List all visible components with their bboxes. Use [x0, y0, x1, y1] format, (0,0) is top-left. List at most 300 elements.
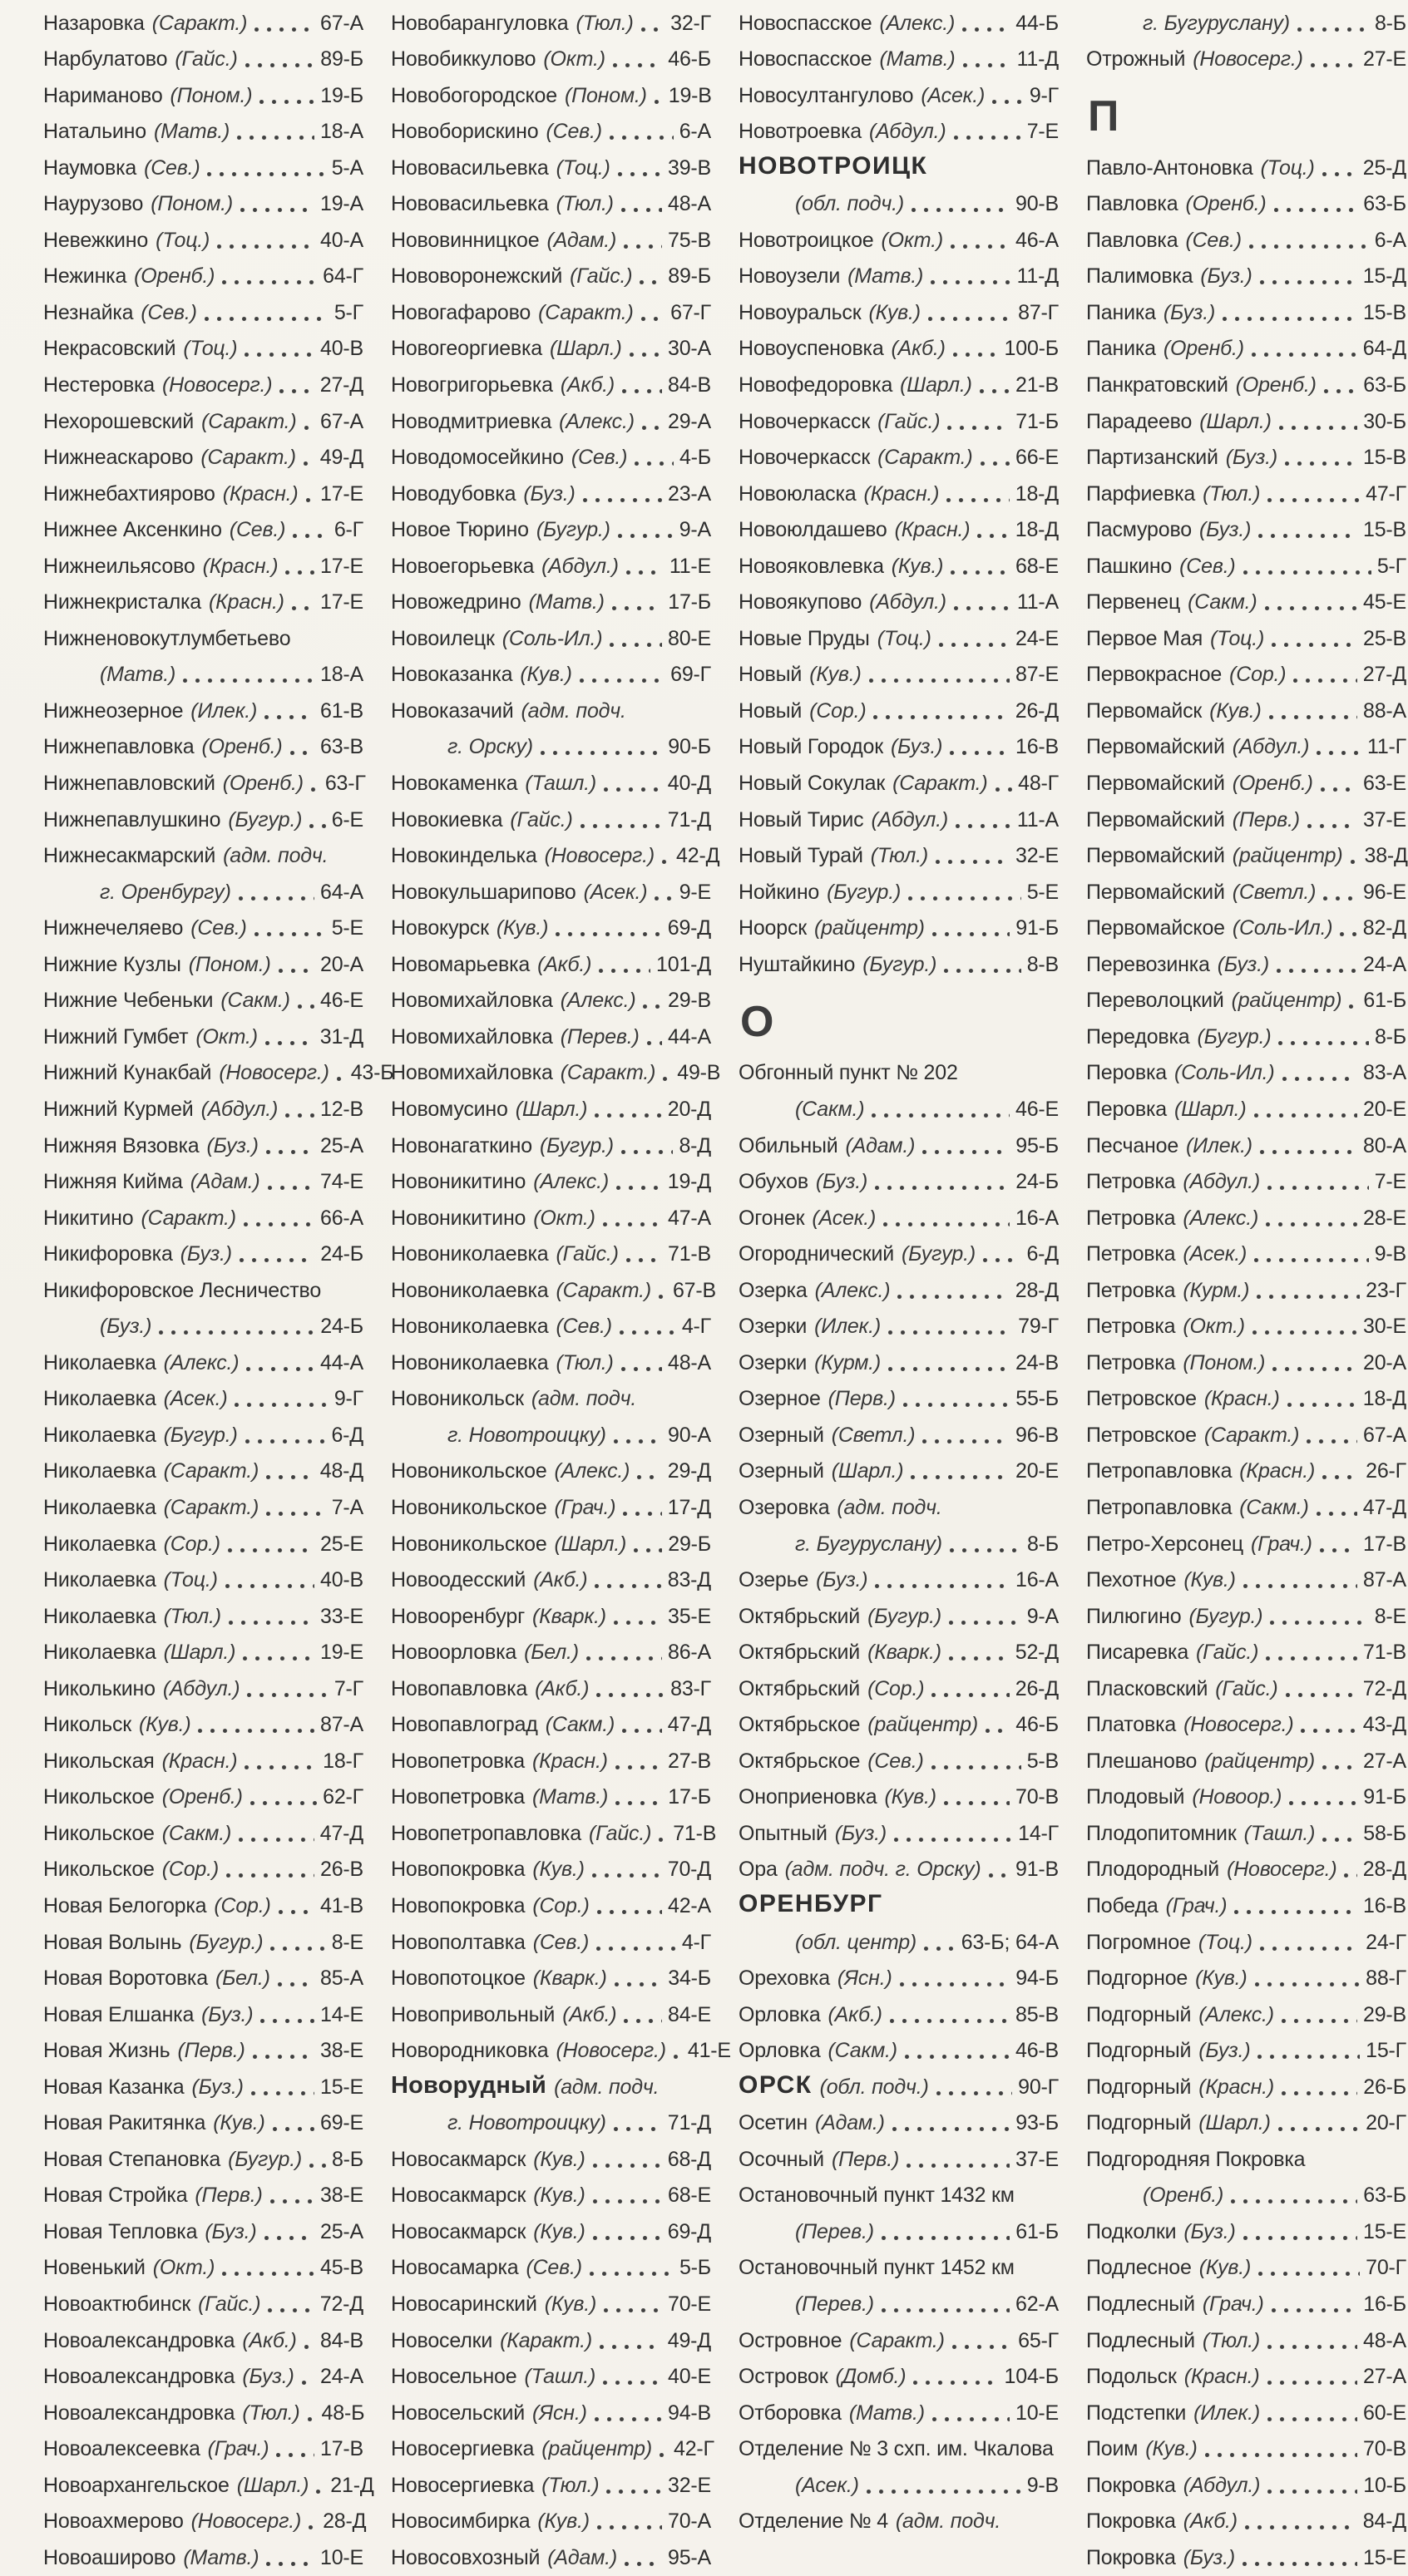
dot-leader: [1274, 208, 1358, 212]
index-entry: [391, 1019, 711, 1055]
district-abbrev: (Шарл.): [163, 1641, 236, 1665]
place-name: Нижний Кунакбай: [43, 1061, 212, 1085]
dot-leader: [1249, 244, 1369, 249]
grid-ref: 70-Г: [1366, 2256, 1406, 2280]
district-abbrev: (Илек.): [1186, 1133, 1252, 1157]
dot-leader: [944, 1801, 1010, 1805]
index-entry: [391, 42, 711, 78]
grid-ref: 101-Д: [656, 952, 711, 976]
district-abbrev: (Сев.): [571, 446, 628, 470]
district-abbrev: (Перв.): [195, 2184, 263, 2208]
district-abbrev: (Кварк.): [532, 1967, 607, 1991]
index-entry: [391, 2395, 711, 2431]
dot-leader: [634, 1548, 662, 1552]
grid-ref: 93-Б: [1015, 2111, 1059, 2135]
grid-ref: 62-Г: [323, 1785, 363, 1809]
district-abbrev: (адм. подч.: [531, 1387, 637, 1411]
grid-ref: 49-Д: [319, 446, 363, 470]
index-entry: [1086, 512, 1406, 549]
place-name: Новопокровка: [391, 1858, 526, 1882]
index-entry: [1086, 1309, 1406, 1345]
index-entry: [391, 2141, 711, 2178]
district-abbrev: (Окт.): [1183, 1315, 1245, 1339]
grid-ref: 16-В: [1015, 735, 1059, 759]
grid-ref: 26-В: [319, 1858, 363, 1882]
grid-ref: 5-Г: [1376, 554, 1406, 578]
place-name: Новоникольское: [391, 1495, 547, 1519]
dot-leader: [618, 172, 662, 176]
index-entry: [391, 2250, 711, 2287]
grid-ref: 6-Д: [1026, 1242, 1059, 1266]
dot-leader: [1282, 2019, 1357, 2023]
district-abbrev: (Тюл.): [556, 192, 614, 216]
dot-leader: [259, 100, 314, 104]
dot-leader: [867, 2490, 1021, 2494]
grid-ref: 17-Б: [668, 1785, 711, 1809]
index-entry: [739, 693, 1059, 729]
district-abbrev: (Алекс.): [559, 409, 635, 433]
district-abbrev: (Кув.): [533, 2219, 585, 2243]
district-abbrev: (Адам.): [547, 2545, 618, 2569]
place-name: Новокинделька: [391, 844, 537, 868]
index-entry: [391, 2431, 714, 2468]
dot-leader: [595, 1113, 661, 1118]
grid-ref: 94-Б: [1015, 1967, 1059, 1991]
index-entry: [391, 259, 711, 295]
place-name: Нижняя Кийма: [43, 1170, 183, 1194]
district-abbrev: (Оренб.): [134, 264, 215, 289]
dot-leader: [1269, 715, 1357, 719]
index-entry: [739, 2395, 1059, 2431]
index-entry: [739, 2322, 1059, 2359]
place-name: Озерное: [739, 1387, 821, 1411]
district-abbrev: (Буз.): [1198, 518, 1252, 542]
district-abbrev: (Акб.): [242, 2328, 297, 2352]
index-entry: [739, 838, 1059, 875]
index-entry: [43, 403, 363, 440]
grid-ref: 9-А: [679, 518, 711, 542]
place-name: Обухов: [739, 1170, 808, 1194]
dot-leader: [1322, 1765, 1357, 1769]
district-abbrev: (Кув.): [496, 916, 549, 940]
grid-ref: 30-А: [667, 337, 711, 361]
index-entry: [43, 548, 363, 585]
dot-leader: [205, 317, 329, 321]
place-name: Новоспасское: [739, 47, 872, 72]
district-abbrev: (Домб.): [835, 2365, 907, 2389]
grid-ref: 24-Б: [320, 1242, 363, 1266]
place-name: Островок: [739, 2365, 828, 2389]
dot-leader: [662, 860, 670, 864]
place-name: Новогригорьевка: [391, 373, 553, 397]
grid-ref: 5-А: [331, 155, 363, 180]
place-name: Новояковлевка: [739, 554, 884, 578]
district-abbrev: (Светл.): [831, 1423, 916, 1447]
district-abbrev: (Буз.): [834, 1821, 887, 1845]
place-name: Покровка: [1086, 2473, 1176, 2497]
index-entry: [43, 186, 363, 223]
dot-leader: [1317, 751, 1361, 755]
index-entry: [43, 1128, 363, 1164]
grid-ref: 11-Г: [1366, 735, 1406, 759]
dot-leader: [924, 1947, 956, 1951]
district-abbrev: (Сев.): [546, 120, 602, 144]
dot-leader: [1301, 1729, 1356, 1733]
index-entry: [1086, 2141, 1406, 2178]
district-abbrev: (Грач.): [207, 2437, 269, 2461]
grid-ref: 27-Д: [319, 373, 363, 397]
index-entry: [391, 476, 711, 512]
grid-ref: 17-Е: [319, 481, 363, 506]
dot-leader: [266, 1150, 314, 1154]
place-name: Новая Елшанка: [43, 2002, 195, 2026]
index-entry: [1086, 1381, 1406, 1418]
district-abbrev: (Тюл.): [242, 2401, 300, 2425]
district-abbrev: (Красн.): [202, 554, 279, 578]
index-entry: [391, 1417, 711, 1453]
grid-ref: 15-В: [1362, 446, 1406, 470]
place-name: Нижнесакмарский: [43, 844, 216, 868]
place-name: Новый Сокулак: [739, 772, 886, 796]
place-name: ОРЕНБУРГ: [739, 1889, 883, 1917]
dot-leader: [278, 1982, 314, 1986]
district-abbrev: (Матв.): [848, 2401, 925, 2425]
place-name: Петровское: [1086, 1387, 1197, 1411]
index-entry: [391, 1924, 711, 1961]
place-name: Новосакмарск: [391, 2184, 526, 2208]
place-name: Первокрасное: [1086, 663, 1223, 687]
index-entry: [1086, 2213, 1406, 2250]
place-name: Петро-Херсонец: [1086, 1532, 1244, 1556]
index-columns: [43, 5, 1408, 2576]
dot-leader: [606, 2490, 662, 2494]
district-abbrev: (Сакм.): [1239, 1495, 1309, 1519]
index-entry: [43, 1417, 363, 1453]
grid-ref: 5-Е: [1026, 880, 1059, 904]
grid-ref: 95-А: [667, 2545, 711, 2569]
grid-ref: 70-В: [1015, 1785, 1059, 1809]
index-entry: [1086, 367, 1406, 403]
grid-ref: 15-Г: [1366, 2039, 1406, 2063]
index-entry: [43, 2504, 367, 2540]
dot-leader: [922, 1439, 1010, 1443]
grid-ref: 28-Д: [1362, 1858, 1406, 1882]
place-name: Перовка: [1086, 1097, 1167, 1121]
index-entry: [1086, 1924, 1406, 1961]
district-abbrev: (Окт.): [533, 1206, 595, 1230]
district-abbrev: (Перев.): [795, 2219, 874, 2243]
district-abbrev: (Саракт.): [892, 772, 988, 796]
place-name: Нижнепавловский: [43, 772, 215, 796]
dot-leader: [903, 1403, 1010, 1407]
grid-ref: 30-Б: [1363, 409, 1406, 433]
district-abbrev: (Кув.): [809, 663, 862, 687]
dot-leader: [237, 136, 314, 140]
place-name: Новый Турай: [739, 844, 863, 868]
place-name: Нижненовокутлумбетьево: [43, 626, 291, 650]
dot-leader: [583, 498, 662, 502]
place-name: Новомихайловка: [391, 1024, 553, 1049]
dot-leader: [614, 2127, 662, 2131]
place-name: Новопетровка: [391, 1785, 526, 1809]
grid-ref: 65-Г: [1018, 2328, 1059, 2352]
dot-leader: [626, 1258, 662, 1262]
grid-ref: 32-Е: [667, 2473, 711, 2497]
district-abbrev: (Сор.): [809, 698, 867, 723]
district-abbrev: (Новосерг.): [1193, 47, 1303, 72]
index-entry: [1086, 1635, 1406, 1671]
place-name: Новоборискино: [391, 120, 539, 144]
district-abbrev: (райцентр): [1231, 989, 1342, 1013]
index-entry: [1086, 186, 1406, 223]
dot-leader: [268, 1186, 314, 1190]
place-name: Нижнечеляево: [43, 916, 184, 940]
place-name: Новооренбург: [391, 1604, 525, 1628]
district-abbrev: (Адам.): [845, 1133, 916, 1157]
index-entry: [1086, 1489, 1406, 1526]
index-entry: [1086, 1961, 1406, 1997]
dot-leader: [1205, 2453, 1357, 2457]
dot-leader: [622, 1729, 662, 1733]
dot-leader: [610, 643, 662, 647]
place-name: Нововасильевка: [391, 192, 549, 216]
index-entry: [391, 910, 711, 947]
dot-leader: [950, 751, 1010, 755]
district-abbrev: (Грач.): [1202, 2292, 1264, 2316]
grid-ref: 71-В: [667, 1242, 711, 1266]
district-abbrev: (Абдул.): [871, 807, 949, 832]
index-entry: [739, 1707, 1059, 1744]
district-abbrev: (Гайс.): [198, 2292, 261, 2316]
dot-leader: [981, 461, 1010, 466]
dot-leader: [251, 2091, 314, 2095]
dot-leader: [243, 1656, 314, 1661]
dot-leader: [159, 1330, 314, 1335]
index-entry: [391, 2359, 711, 2396]
grid-ref: 67-А: [319, 409, 363, 433]
dot-leader: [977, 534, 1009, 538]
dot-leader: [660, 2453, 668, 2457]
index-entry: [43, 222, 363, 259]
place-name: Новая Жизнь: [43, 2039, 170, 2063]
dot-leader: [992, 100, 1024, 104]
grid-ref: 42-А: [667, 1893, 711, 1917]
district-abbrev: (Асек.): [1183, 1242, 1247, 1266]
place-name: Николаевка: [43, 1350, 156, 1374]
district-abbrev: (Акб.): [537, 952, 592, 976]
district-abbrev: (Матв.): [532, 1785, 609, 1809]
dot-leader: [1286, 1693, 1357, 1697]
grid-ref: 88-А: [1362, 698, 1406, 723]
district-abbrev: (Буз.): [523, 481, 576, 506]
index-entry: [43, 1743, 363, 1779]
district-abbrev: (Перев.): [795, 2292, 874, 2316]
index-entry: [43, 1055, 394, 1092]
place-name: Петропавловка: [1086, 1495, 1233, 1519]
district-abbrev: г. Новотроицку): [447, 2111, 606, 2135]
grid-ref: 68-Е: [1015, 554, 1059, 578]
district-abbrev: (Акб.): [533, 1568, 588, 1592]
district-abbrev: (Кув.): [1183, 1568, 1236, 1592]
index-entry: [391, 2033, 731, 2070]
district-abbrev: (Гайс.): [1196, 1641, 1259, 1665]
dot-leader: [254, 27, 314, 32]
index-entry: [43, 1309, 363, 1345]
index-entry: [739, 2033, 1059, 2070]
dot-leader: [603, 2381, 662, 2385]
dot-leader: [882, 2236, 1010, 2240]
place-name: Петровка: [1086, 1315, 1176, 1339]
place-name: Новоказанка: [391, 663, 513, 687]
district-abbrev: (Бугур.): [189, 1930, 264, 1954]
district-abbrev: (Гайс.): [1215, 1676, 1278, 1700]
grid-ref: 96-Е: [1362, 880, 1406, 904]
district-abbrev: (Красн.): [161, 1749, 238, 1773]
district-abbrev: (Красн.): [894, 518, 971, 542]
district-abbrev: (Гайс.): [510, 807, 573, 832]
place-name: Паника: [1086, 300, 1156, 324]
grid-ref: 90-В: [1015, 192, 1059, 216]
section-letter: О: [740, 997, 774, 1046]
district-abbrev: (Гайс.): [175, 47, 238, 72]
district-abbrev: (Оренб.): [222, 772, 304, 796]
place-name: Первомайский: [1086, 880, 1225, 904]
index-entry: [391, 802, 711, 838]
grid-ref: 20-Е: [1362, 1097, 1406, 1121]
grid-ref: 16-А: [1015, 1206, 1059, 1230]
place-name: Парфиевка: [1086, 481, 1196, 506]
grid-ref: 7-Е: [1026, 120, 1059, 144]
index-entry: [391, 1489, 711, 1526]
district-abbrev: (Буз.): [816, 1568, 868, 1592]
grid-ref: 4-Г: [681, 1315, 711, 1339]
index-entry: [739, 403, 1059, 440]
dot-leader: [623, 1512, 661, 1516]
place-name: Новотроицкое: [739, 228, 874, 252]
place-name: Новенький: [43, 2256, 146, 2280]
index-entry: [391, 114, 711, 151]
place-name: Никольское: [43, 1858, 155, 1882]
dot-leader: [264, 2236, 314, 2240]
dot-leader: [1344, 1873, 1356, 1878]
place-name: Петровское: [1086, 1423, 1197, 1447]
grid-ref: 24-В: [1015, 1350, 1059, 1374]
district-abbrev: (Кув.): [1145, 2437, 1198, 2461]
place-name: Плешаново: [1086, 1749, 1198, 1773]
dot-leader: [1340, 932, 1356, 936]
grid-ref: 63-Б: [1363, 2184, 1406, 2208]
district-abbrev: (Красн.): [863, 481, 940, 506]
index-entry: [391, 440, 711, 476]
place-name: Погромное: [1086, 1930, 1191, 1954]
dot-leader: [604, 787, 662, 792]
district-abbrev: (Кув.): [884, 1785, 936, 1809]
place-name: Новый: [739, 698, 803, 723]
district-abbrev: (Оренб.): [1235, 373, 1317, 397]
place-name: Плодовый: [1086, 1785, 1185, 1809]
index-entry: [391, 77, 711, 114]
dot-leader: [1285, 461, 1357, 466]
district-abbrev: (Акб.): [562, 2002, 617, 2026]
dot-leader: [615, 1801, 662, 1805]
place-name: Подольск: [1086, 2365, 1177, 2389]
index-entry: [1086, 910, 1406, 947]
index-entry: [739, 259, 1059, 295]
dot-leader: [956, 824, 1011, 828]
dot-leader: [290, 751, 314, 755]
district-abbrev: (адм. подч.: [895, 2509, 1001, 2534]
district-abbrev: (Буз.): [242, 2365, 294, 2389]
grid-ref: 47-А: [667, 1206, 711, 1230]
district-abbrev: (Кув.): [891, 554, 944, 578]
dot-leader: [228, 1548, 314, 1552]
place-name: Орловка: [739, 2039, 821, 2063]
dot-leader: [663, 1077, 671, 1081]
dot-leader: [1322, 1475, 1360, 1479]
grid-ref: 71-В: [1362, 1641, 1406, 1665]
index-entry: [739, 1381, 1059, 1418]
dot-leader: [229, 1621, 314, 1625]
index-column-3: [739, 5, 1059, 2539]
dot-leader: [264, 715, 314, 719]
district-abbrev: (райцентр): [1204, 1749, 1316, 1773]
index-entry: [1086, 331, 1406, 368]
index-entry: [739, 2178, 1059, 2214]
place-name: Партизанский: [1086, 446, 1218, 470]
place-name: Некрасовский: [43, 337, 176, 361]
place-name: Петровка: [1086, 1278, 1176, 1302]
place-name: Озерки: [739, 1350, 808, 1374]
place-name: Невежкино: [43, 228, 149, 252]
index-entry: [43, 874, 363, 910]
index-entry: [739, 910, 1059, 947]
place-name: Новониколаевка: [391, 1350, 549, 1374]
grid-ref: 89-Б: [320, 47, 363, 72]
district-abbrev: (Новоор.): [1192, 1785, 1282, 1809]
district-abbrev: (Новосерг.): [190, 2509, 302, 2534]
dot-leader: [892, 2127, 1010, 2131]
dot-leader: [1297, 27, 1369, 32]
district-abbrev: (Буз.): [191, 2075, 244, 2099]
place-name: Новоодесский: [391, 1568, 526, 1592]
index-entry: [1086, 1417, 1406, 1453]
dot-leader: [621, 1367, 662, 1371]
grid-ref: 38-Е: [319, 2039, 363, 2063]
district-abbrev: (Акб.): [828, 2002, 882, 2026]
grid-ref: 6-Г: [333, 518, 363, 542]
place-name: Плодопитомник: [1086, 1821, 1237, 1845]
dot-leader: [222, 2272, 314, 2276]
dot-leader: [911, 208, 1010, 212]
district-abbrev: (Новосерг.): [556, 2039, 666, 2063]
dot-leader: [922, 1150, 1010, 1154]
index-entry: [1086, 1707, 1406, 1744]
place-name: Новопокровка: [391, 1893, 526, 1917]
place-name: Новосельное: [391, 2365, 517, 2389]
place-name: Новомарьевка: [391, 952, 531, 976]
dot-leader: [894, 1838, 1012, 1842]
dot-leader: [1266, 1656, 1357, 1661]
dot-leader: [304, 426, 314, 430]
place-name: Первомайский: [1086, 807, 1225, 832]
district-abbrev: (Сев.): [229, 518, 286, 542]
place-name: Новоалександровка: [43, 2401, 235, 2425]
index-entry: [739, 2141, 1059, 2178]
index-entry: [1086, 2069, 1406, 2105]
district-abbrev: (Алекс.): [163, 1350, 240, 1374]
grid-ref: 19-Б: [320, 83, 363, 107]
index-entry: [739, 802, 1059, 838]
